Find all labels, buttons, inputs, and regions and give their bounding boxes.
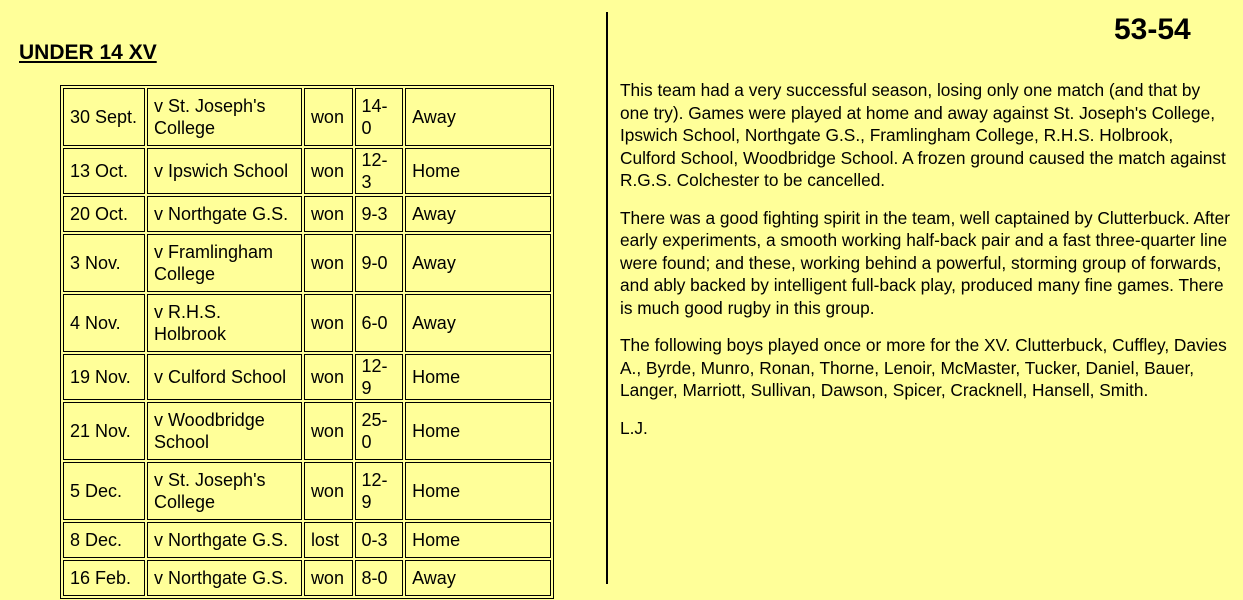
page-number: 53-54 <box>1114 13 1191 46</box>
fixture-venue: Away <box>405 294 551 352</box>
fixture-score: 6-0 <box>355 294 404 352</box>
fixture-venue: Away <box>405 234 551 292</box>
fixture-opponent: v St. Joseph's College <box>147 462 302 520</box>
fixture-opponent: v R.H.S. Holbrook <box>147 294 302 352</box>
fixture-date: 16 Feb. <box>63 560 145 596</box>
fixture-opponent: v Framlingham College <box>147 234 302 292</box>
fixture-venue: Home <box>405 402 551 460</box>
fixture-date: 4 Nov. <box>63 294 145 352</box>
fixture-opponent: v Ipswich School <box>147 148 302 194</box>
fixture-date: 3 Nov. <box>63 234 145 292</box>
fixture-result: lost <box>304 522 353 558</box>
fixture-date: 21 Nov. <box>63 402 145 460</box>
table-row <box>63 402 551 460</box>
section-title: UNDER 14 XV <box>19 41 157 64</box>
fixture-opponent: v Woodbridge School <box>147 402 302 460</box>
fixture-venue: Away <box>405 560 551 596</box>
fixture-date: 8 Dec. <box>63 522 145 558</box>
table-row <box>63 148 551 194</box>
fixture-venue: Away <box>405 88 551 146</box>
fixture-opponent: v Northgate G.S. <box>147 560 302 596</box>
fixture-score: 9-0 <box>355 234 404 292</box>
table-row <box>63 196 551 232</box>
fixture-date: 13 Oct. <box>63 148 145 194</box>
fixture-date: 19 Nov. <box>63 354 145 400</box>
fixture-result: won <box>304 88 353 146</box>
column-divider <box>606 12 608 584</box>
report-paragraph: There was a good fighting spirit in the team, well captained by Clutterbuck. After early experiments, a smooth working half-back pair and a fast three-quarter line were found; and these, working behind a powerful, storming group of forwards, and ably backed by intelligent full-back play, produced many fine games. There is much good rugby in this group. <box>620 207 1230 318</box>
fixture-score: 12-9 <box>355 462 404 520</box>
table-row <box>63 462 551 520</box>
fixture-score: 8-0 <box>355 560 404 596</box>
report-signature: L.J. <box>620 417 648 438</box>
fixture-venue: Home <box>405 148 551 194</box>
fixture-opponent: v Northgate G.S. <box>147 522 302 558</box>
fixture-result: won <box>304 402 353 460</box>
fixture-venue: Home <box>405 462 551 520</box>
fixture-score: 12-9 <box>355 354 404 400</box>
fixture-venue: Home <box>405 522 551 558</box>
fixture-date: 20 Oct. <box>63 196 145 232</box>
table-row <box>63 560 551 596</box>
fixture-venue: Home <box>405 354 551 400</box>
fixture-score: 9-3 <box>355 196 404 232</box>
fixture-result: won <box>304 354 353 400</box>
fixture-opponent: v Culford School <box>147 354 302 400</box>
fixture-result: won <box>304 294 353 352</box>
table-row <box>63 294 551 352</box>
fixture-score: 12-3 <box>355 148 404 194</box>
table-row <box>63 354 551 400</box>
fixture-result: won <box>304 560 353 596</box>
fixture-opponent: v St. Joseph's College <box>147 88 302 146</box>
fixture-date: 5 Dec. <box>63 462 145 520</box>
fixture-venue: Away <box>405 196 551 232</box>
fixture-result: won <box>304 462 353 520</box>
fixture-opponent: v Northgate G.S. <box>147 196 302 232</box>
fixture-result: won <box>304 148 353 194</box>
table-row <box>63 88 551 146</box>
fixture-score: 25-0 <box>355 402 404 460</box>
report-paragraph: This team had a very successful season, losing only one match (and that by one try). Games were played at home and away against St. Joseph's College, Ipswich School, Northgate G.S., Framlingham College, R.H.S. Holbrook, Culford School, Woodbridge School. A frozen ground caused the match against R.G.S. Colchester to be cancelled. <box>620 80 1226 190</box>
table-row <box>63 522 551 558</box>
fixture-score: 14-0 <box>355 88 404 146</box>
fixture-date: 30 Sept. <box>63 88 145 146</box>
fixtures-table <box>60 85 554 599</box>
fixture-result: won <box>304 234 353 292</box>
fixture-score: 0-3 <box>355 522 404 558</box>
season-report <box>620 79 1230 454</box>
table-row <box>63 234 551 292</box>
fixture-result: won <box>304 196 353 232</box>
report-paragraph: The following boys played once or more for the XV. Clutterbuck, Cuffley, Davies A., Byrde, Munro, Ronan, Thorne, Lenoir, McMaster, Tucker, Daniel, Bauer, Langer, Marriott, Sullivan, Dawson, Spicer, Cracknell, Hansell, Smith. <box>620 335 1227 400</box>
